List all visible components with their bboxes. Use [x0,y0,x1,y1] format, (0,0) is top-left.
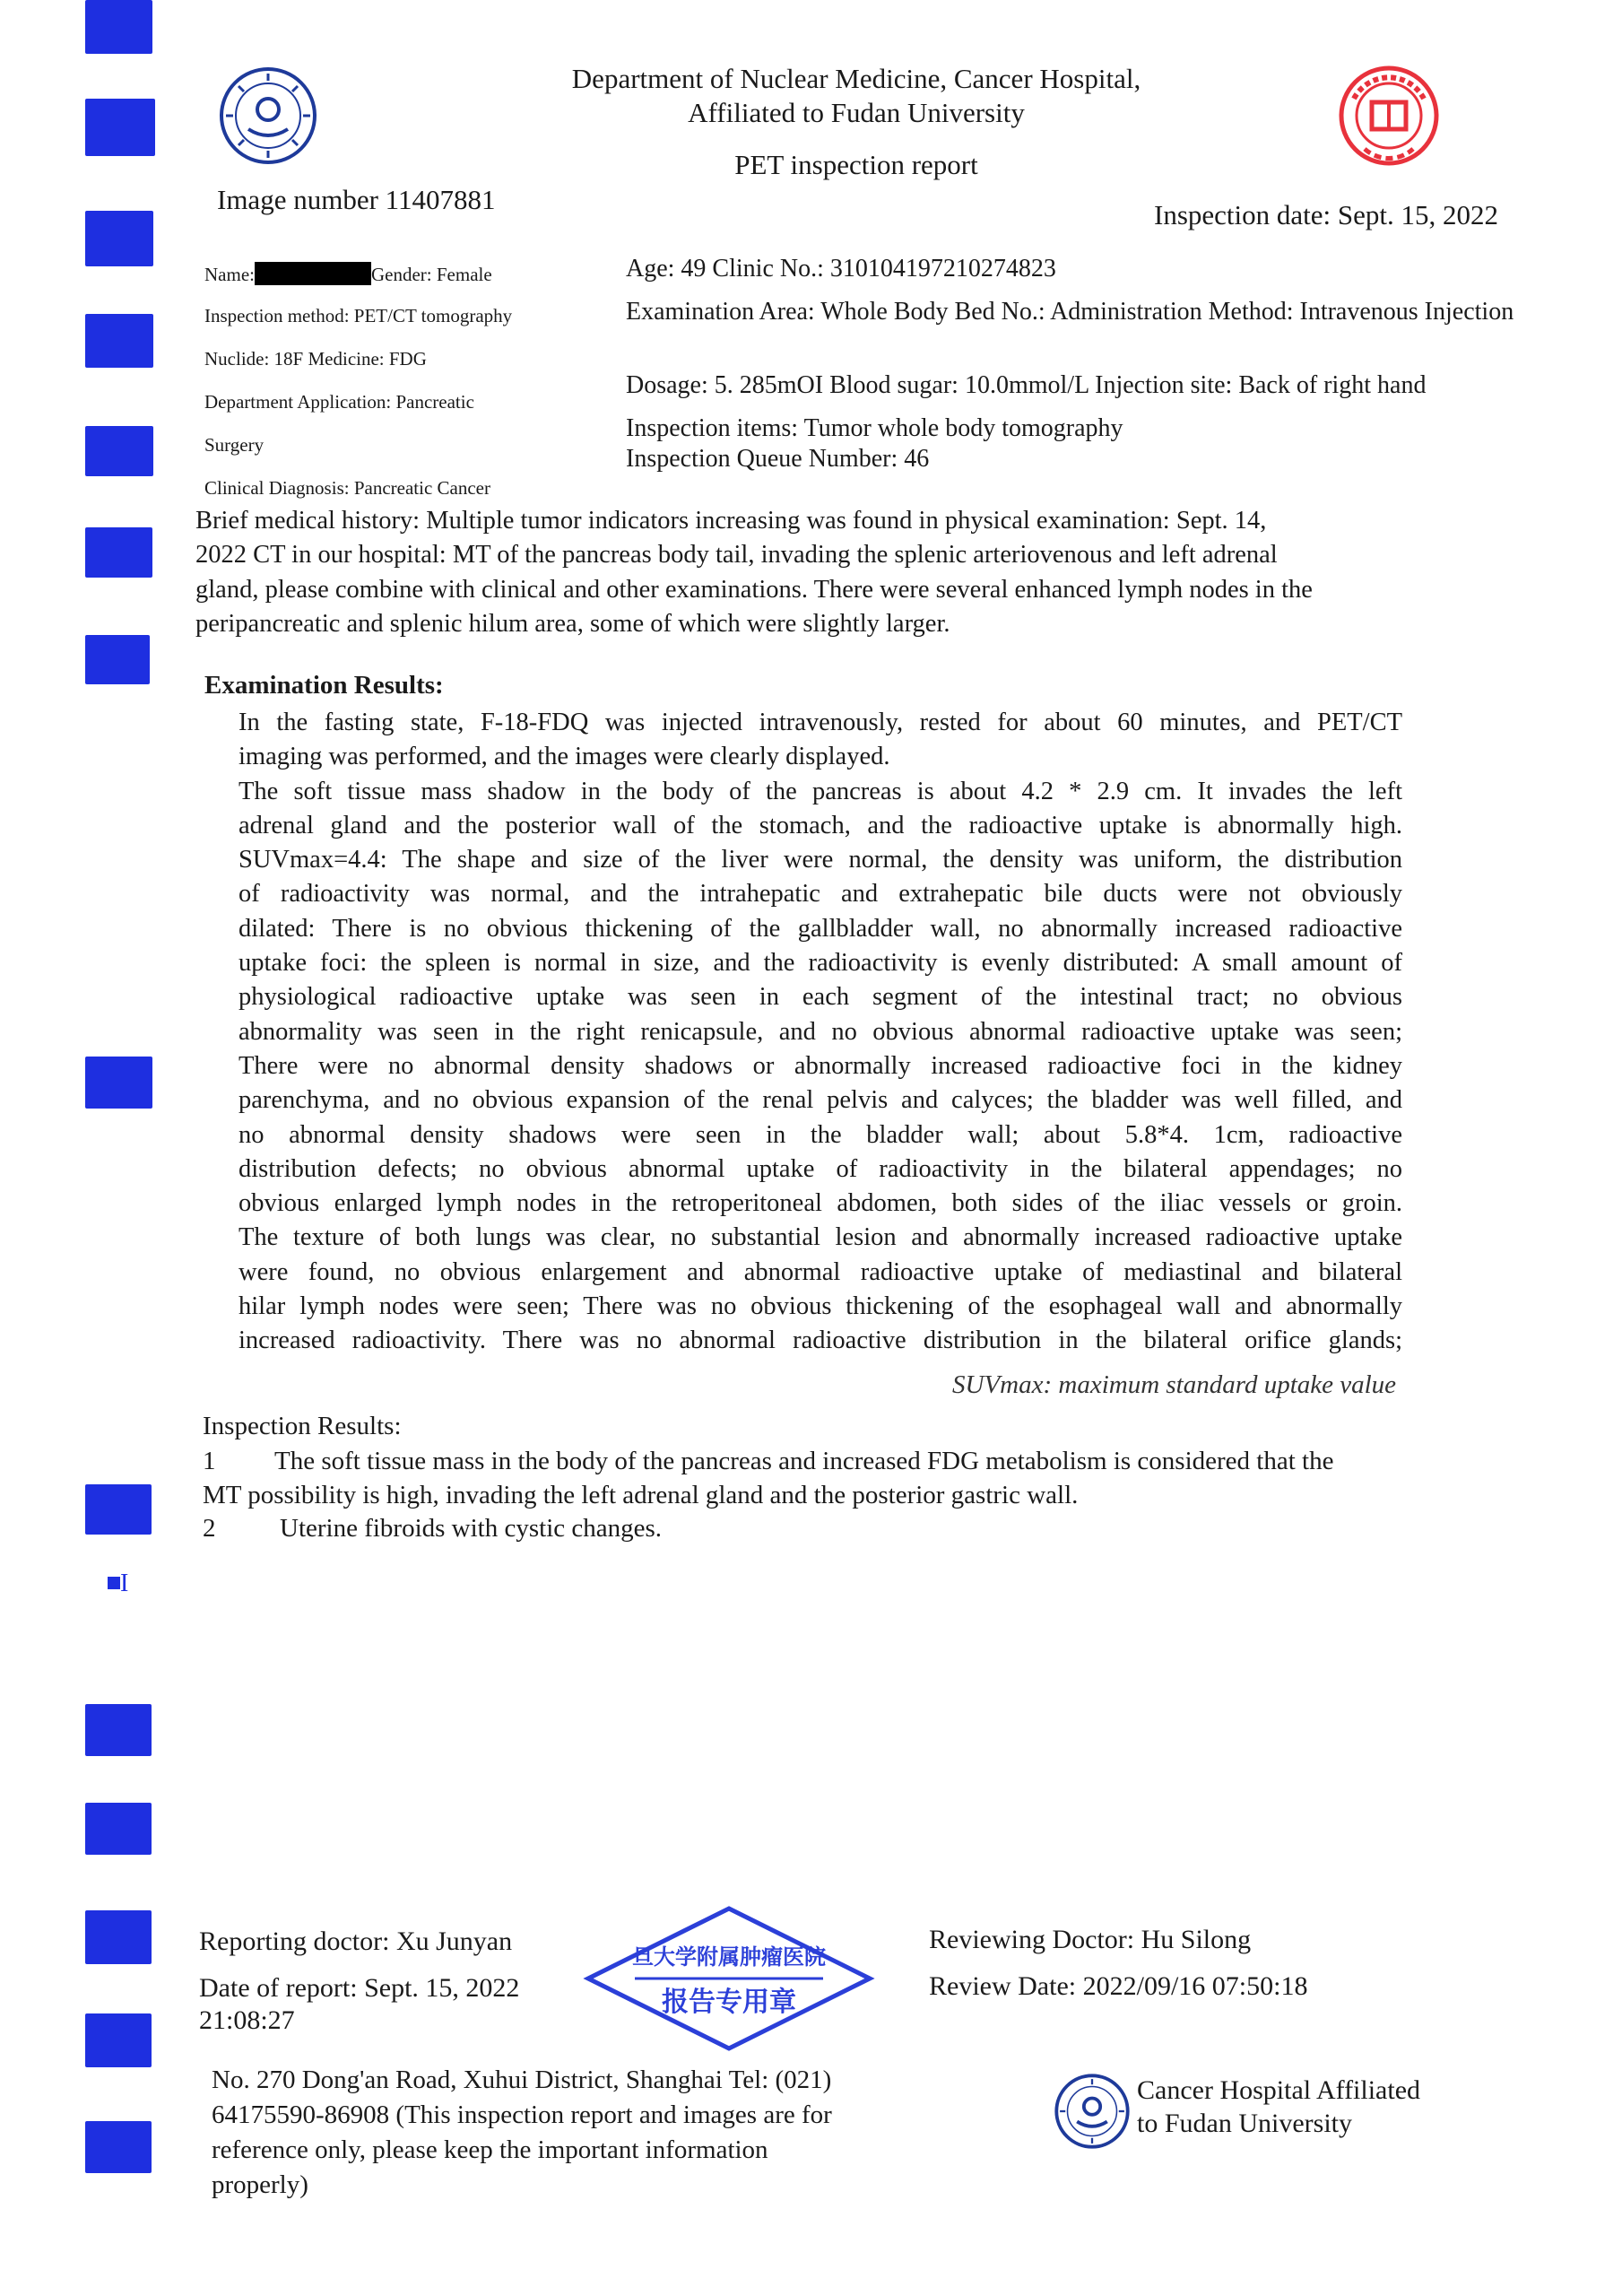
clinical-diagnosis: Clinical Diagnosis: Pancreatic Cancer [204,477,490,499]
history-line: 2022 CT in our hospital: MT of the pancreas body tail, invading the splenic arteriovenous and left adrenal [195,541,1278,570]
report-stamp [581,1901,877,2054]
inspection-method: Inspection method: PET/CT tomography [204,305,513,326]
exam-line: The soft tissue mass shadow in the body of the pancreas is about 4.2 * 2.9 cm. It invades the left [239,777,1402,805]
result-1-number: 1 [203,1447,216,1475]
exam-line: The texture of both lungs was clear, no substantial lesion and abnormally increased radioactive uptake [239,1223,1402,1252]
redacted-name [255,262,371,285]
exam-line: SUVmax=4.4: The shape and size of the liver were normal, the density was uniform, the distribution [239,846,1402,874]
exam-line: imaging was performed, and the images were clearly displayed. [239,743,890,771]
exam-line: were found, no obvious enlargement and abnormal radioactive uptake of mediastinal and bilateral [239,1257,1402,1286]
report-time: 21:08:27 [199,2005,295,2035]
exam-line: uptake foci: the spleen is normal in size, and the radioactivity is evenly distributed: A small amount of [239,949,1402,978]
report-title: PET inspection report [734,149,978,180]
exam-line: increased radioactivity. There was no abnormal radioactive distribution in the bilateral orifice glands; [239,1326,1402,1355]
reviewing-doctor: Reviewing Doctor: Hu Silong [929,1925,1252,1954]
exam-line: physiological radioactive uptake was seen in each segment of the intestinal tract; no obvious [239,983,1402,1012]
history-line: peripancreatic and splenic hilum area, some of which were slightly larger. [195,609,950,638]
address-line: reference only, please keep the important information [212,2135,768,2164]
examination-heading: Examination Results: [204,671,444,700]
binder-mark [85,1484,152,1535]
binder-mark [85,2121,152,2173]
stamp-text-top: 旦大学附属肿瘤医院 [632,1944,826,1970]
gender-value: Gender: Female [370,264,492,285]
medical-history [195,504,1433,641]
exam-line: hilar lymph nodes were seen; There was no obvious thickening of the esophageal wall and abnormally [239,1292,1402,1321]
binder-mark [85,527,152,578]
review-date: Review Date: 2022/09/16 07:50:18 [929,1971,1308,2001]
exam-line: adrenal gland and the posterior wall of the stomach, and the radioactive uptake is abnormally high. [239,811,1402,839]
reporting-doctor: Reporting doctor: Xu Junyan [199,1926,513,1956]
binder-mark [85,635,150,684]
footer-hospital-name [1137,2074,1420,2140]
department-application-cont: Surgery [204,434,265,456]
binder-mark [85,1704,152,1756]
result-2-text: Uterine fibroids with cystic changes. [280,1514,663,1543]
history-line: gland, please combine with clinical and other examinations. There were several enhanced lymph nodes in the [195,575,1313,604]
stamp-text-bottom: 报告专用章 [662,1987,796,2018]
hospital-logo [219,66,317,165]
address-line: No. 270 Dong'an Road, Xuhui District, Shanghai Tel: (021) [212,2066,832,2094]
binder-mark [85,2013,152,2067]
examination-body [239,706,1402,1359]
exam-line: obvious enlarged lymph nodes in the retroperitoneal abdomen, both sides of the iliac vessels or groin. [239,1189,1402,1218]
result-2-number: 2 [203,1514,216,1543]
examination-area: Examination Area: Whole Body Bed No.: Administration Method: Intravenous Injection [626,298,1514,326]
exam-line: dilated: There is no obvious thickening of the gallbladder wall, no abnormally increased radioactive [239,914,1402,943]
exam-line: parenchyma, and no obvious expansion of the renal pelvis and calyces; the bladder was well filled, and [239,1086,1402,1115]
footer-address [212,2063,947,2203]
margin-note: I [108,1570,128,1598]
department-application: Department Application: Pancreatic [204,391,474,413]
footer-hospital-name-line: to Fudan University [1137,2109,1352,2138]
inspection-date: Inspection date: Sept. 15, 2022 [1154,199,1498,230]
exam-line: abnormality was seen in the right renicapsule, and no obvious abnormal radioactive uptake was seen; [239,1017,1402,1046]
dosage-blood-sugar: Dosage: 5. 285mOI Blood sugar: 10.0mmol/L Injection site: Back of right hand [626,371,1427,399]
age-clinic-number: Age: 49 Clinic No.: 310104197210274823 [626,255,1056,283]
exam-line: In the fasting state, F-18-FDQ was injected intravenously, rested for about 60 minutes, and PET/CT [239,709,1402,736]
result-1-line-1: The soft tissue mass in the body of the pancreas and increased FDG metabolism is considered that the [274,1447,1334,1475]
result-1-line-2: MT possibility is high, invading the left adrenal gland and the posterior gastric wall. [203,1481,1079,1509]
exam-line: of radioactivity was normal, and the intrahepatic and extrahepatic bile ducts were not obviously [239,880,1402,909]
suvmax-footnote: SUVmax: maximum standard uptake value [952,1370,1397,1399]
exam-line: distribution defects; no obvious abnormal uptake of radioactivity in the bilateral appendages; no [239,1154,1402,1183]
name-label: Name: [204,264,255,285]
address-line: properly) [212,2170,308,2199]
patient-name-row [204,262,492,286]
exam-line: There were no abnormal density shadows or abnormally increased radioactive foci in the kidney [239,1051,1402,1080]
binder-mark [85,426,153,476]
footer-hospital-name-line: Cancer Hospital Affiliated [1137,2075,1421,2105]
binder-mark [85,1803,152,1855]
university-seal-icon [1336,63,1442,169]
binder-mark [85,99,155,156]
binder-mark [85,211,153,266]
nuclide: Nuclide: 18F Medicine: FDG [204,348,427,370]
footer-hospital-logo [1054,2074,1130,2149]
binder-mark [85,1057,152,1109]
department-line-2: Affiliated to Fudan University [688,97,1025,128]
department-line-1: Department of Nuclear Medicine, Cancer Hospital, [571,63,1141,94]
exam-line: no abnormal density shadows were seen in the bladder wall; about 5.8*4. 1cm, radioactive [239,1120,1402,1149]
inspection-items: Inspection items: Tumor whole body tomography [626,414,1123,442]
margin-square-icon [108,1577,120,1589]
image-number: Image number 11407881 [217,184,496,215]
history-line: Brief medical history: Multiple tumor indicators increasing was found in physical examination: Sept. 14, [195,507,1267,535]
queue-number: Inspection Queue Number: 46 [626,445,930,473]
binder-mark [85,1910,152,1964]
address-line: 64175590-86908 (This inspection report and images are for [212,2100,832,2129]
results-heading: Inspection Results: [203,1412,402,1440]
report-date: Date of report: Sept. 15, 2022 [199,1973,520,2003]
binder-mark [85,0,152,54]
binder-mark [85,314,153,368]
